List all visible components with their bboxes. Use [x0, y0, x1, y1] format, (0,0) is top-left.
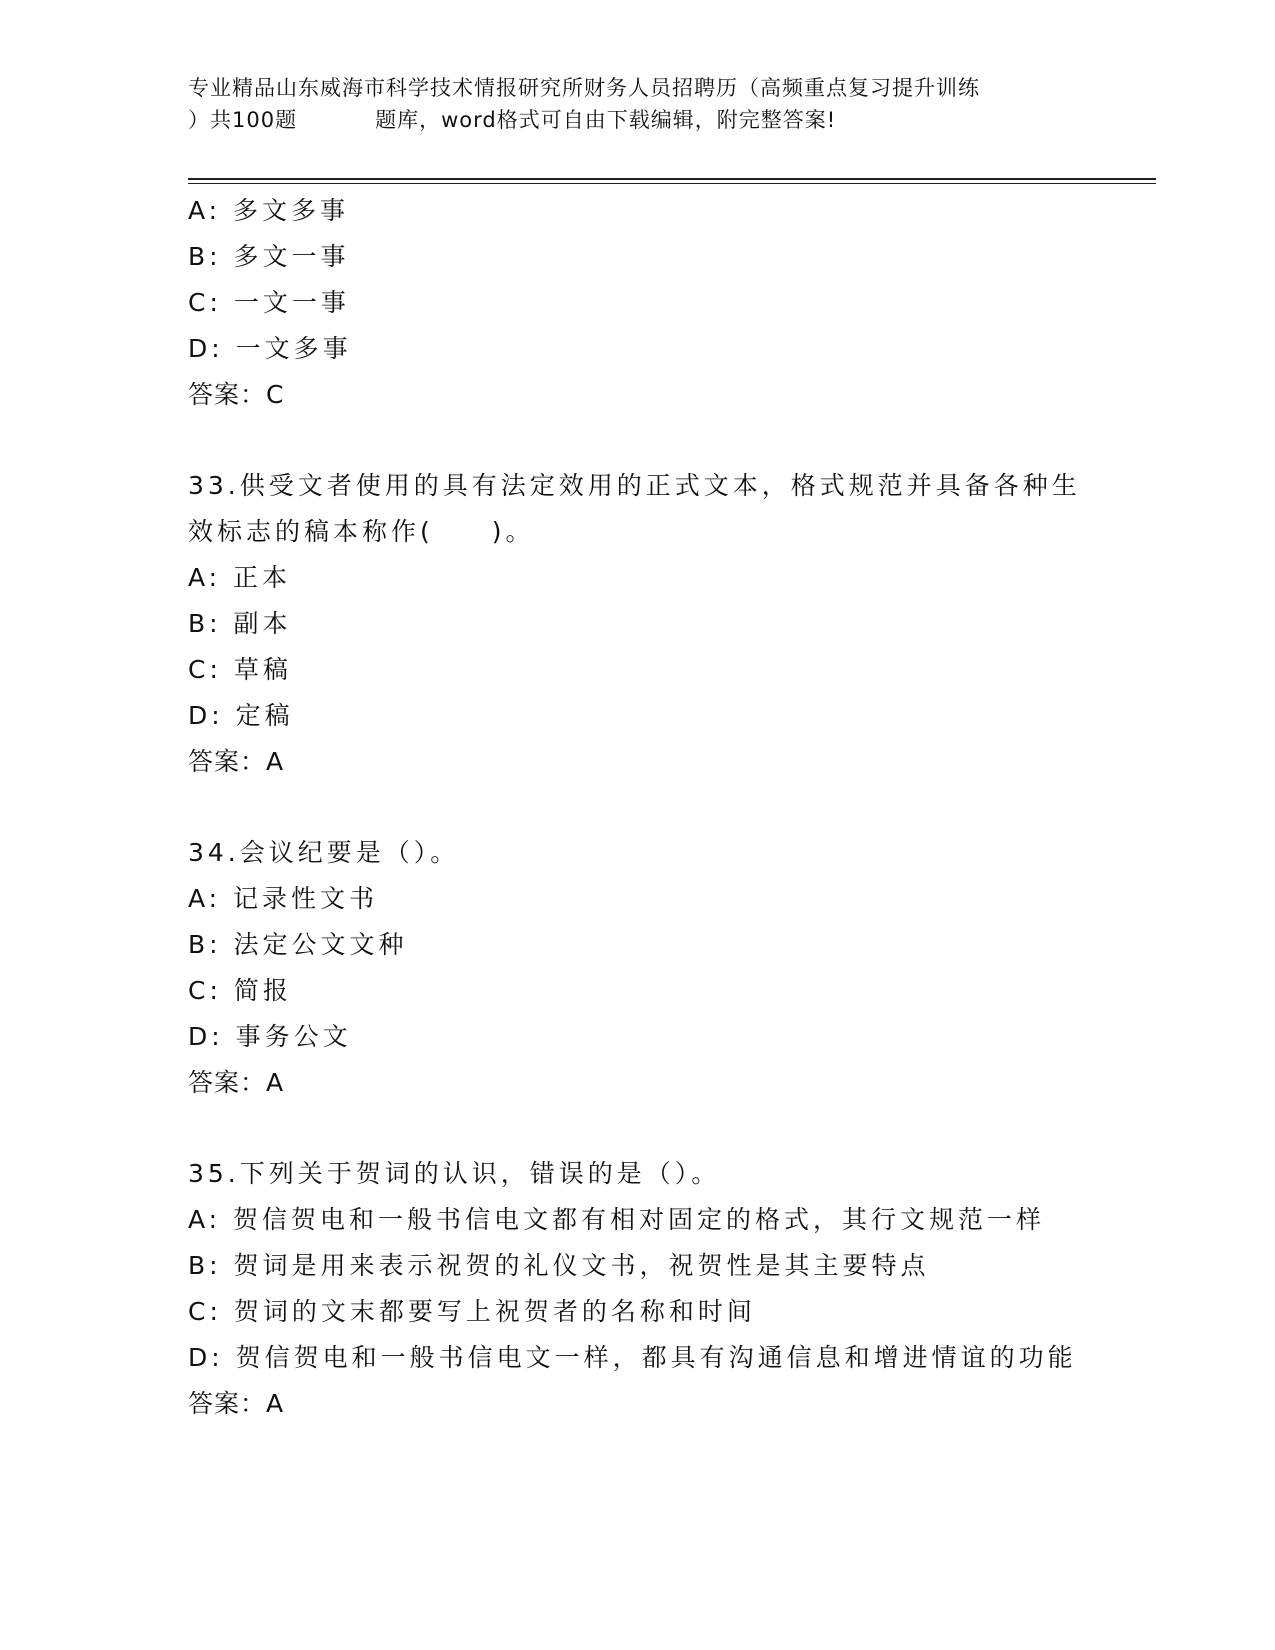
- option-c: C: 贺词的文末都要写上祝贺者的名称和时间: [188, 1297, 756, 1326]
- question-block-34: [188, 830, 1148, 1106]
- option-d: D: 定稿: [188, 701, 294, 730]
- option-d: D: 贺信贺电和一般书信电文一样，都具有沟通信息和增进情谊的功能: [188, 1343, 1077, 1372]
- header-line-2-part-a: ）共100题: [188, 108, 298, 132]
- option-d: D: 一文多事: [188, 334, 352, 363]
- option-a: A: 正本: [188, 563, 292, 592]
- question-text: 35.下列关于贺词的认识，错误的是（）。: [188, 1159, 721, 1188]
- question-block-35: [188, 1151, 1148, 1427]
- answer-line: 答案：A: [188, 1389, 285, 1418]
- option-b: B: 副本: [188, 609, 292, 638]
- question-block-33: [188, 463, 1148, 785]
- option-a: A: 多文多事: [188, 196, 350, 225]
- answer-line: 答案：C: [188, 380, 285, 409]
- option-b: B: 贺词是用来表示祝贺的礼仪文书，祝贺性是其主要特点: [188, 1251, 930, 1280]
- document-header: [188, 72, 1088, 136]
- option-b: B: 法定公文文种: [188, 930, 408, 959]
- question-text: 33.供受文者使用的具有法定效用的正式文本，格式规范并具备各种生: [188, 471, 1081, 500]
- option-a: A: 记录性文书: [188, 884, 379, 913]
- option-c: C: 一文一事: [188, 288, 350, 317]
- answer-line: 答案：A: [188, 1068, 285, 1097]
- header-line-1: 专业精品山东威海市科学技术情报研究所财务人员招聘历（高频重点复习提升训练: [188, 76, 980, 100]
- header-divider-thin: [188, 183, 1156, 184]
- header-divider-thick: [188, 178, 1156, 180]
- answer-line: 答案：A: [188, 747, 285, 776]
- option-a: A: 贺信贺电和一般书信电文都有相对固定的格式，其行文规范一样: [188, 1205, 1046, 1234]
- header-line-2: [188, 104, 1088, 136]
- question-text-continued: 效标志的稿本称作( )。: [188, 517, 535, 546]
- question-list: [188, 188, 1148, 1427]
- question-block-partial: [188, 188, 1148, 418]
- option-d: D: 事务公文: [188, 1022, 352, 1051]
- option-b: B: 多文一事: [188, 242, 350, 271]
- option-c: C: 简报: [188, 976, 292, 1005]
- header-line-2-part-b: 题库，word格式可自由下载编辑，附完整答案!: [375, 108, 837, 132]
- question-text: 34.会议纪要是（）。: [188, 838, 460, 867]
- option-c: C: 草稿: [188, 655, 292, 684]
